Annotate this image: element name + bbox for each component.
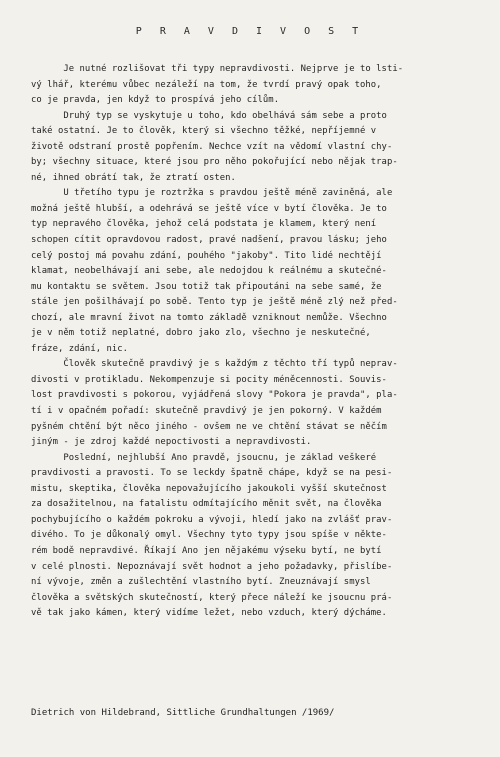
text-line: U třetího typu je roztržka s pravdou ještě méně zaviněná, ale [31,188,393,199]
text-line: je v něm totiž neplatné, dobro jako zlo, všechno je neskutečné, [31,328,371,339]
text-line: divosti v protikladu. Nekompenzuje si pocity méněcennosti. Souvis- [31,374,387,385]
text-line: možná ještě hlubší, a odehrává se ještě více v bytí člověka. Je to [31,203,387,214]
text-line: vý lhář, kterému vůbec nezáleží na tom, že tvrdí pravý opak toho, [31,79,382,90]
text-line: člověka a světských skutečností, který přece náleží ke jsoucnu prá- [31,592,393,603]
source-citation: Dietrich von Hildebrand, Sittliche Grundhaltungen /1969/ [31,708,335,718]
text-line: ní vývoje, změn a zušlechtění vlastního bytí. Zneuznávají smysl [31,577,371,588]
text-line: pochybujícího o každém pokroku a vývoji, hledí jako na zvlášť prav- [31,514,393,525]
text-line: chozí, ale mravní život na tomto základě vzniknout nemůže. Všechno [31,312,387,323]
text-line: schopen cítit opravdovou radost, pravé nadšení, pravou lásku; jeho [31,235,387,246]
text-line: jiným - je zdroj každé nepoctivosti a nepravdivosti. [31,437,312,448]
text-line: Člověk skutečně pravdivý je s každým z těchto tří typů neprav- [31,359,398,370]
text-line: v celé plnosti. Nepoznávají svět hodnot a jeho požadavky, přislíbe- [31,561,393,572]
text-line: Poslední, nejhlubší Ano pravdě, jsoucnu, je základ veškeré [31,452,377,463]
text-line: Je nutné rozlišovat tři typy nepravdivosti. Nejprve je to lsti- [31,64,404,74]
text-line: tí i v opačném pořadí: skutečně pravdivý je jen pokorný. V každém [31,406,382,417]
text-line: mu kontaktu se světem. Jsou totiž tak připoutáni na sebe samé, že [31,281,382,292]
document-body [31,62,479,622]
paragraph [31,109,479,187]
text-line: rém bodě nepravdivé. Říkají Ano jen nějakému výseku bytí, ne bytí [31,545,382,556]
text-line: za dosažitelnou, na fatalistu odmítajícího měnit svět, na člověka [31,499,382,510]
paragraph [31,186,479,357]
text-line: stále jen pošilhávají po sobě. Tento typ je ještě méně zlý než před- [31,297,398,308]
text-line: vě tak jako kámen, který vidíme ležet, nebo vzduch, který dýcháme. [31,608,387,619]
text-line: fráze, zdání, nic. [31,343,129,354]
text-line: lost pravdivosti s pokorou, vyjádřená slovy "Pokora je pravda", pla- [31,390,398,401]
text-line: co je pravda, jen když to prospívá jeho cílům. [31,95,280,106]
text-line: také ostatní. Je to člověk, který si všechno těžké, nepříjemné v [31,126,377,137]
text-line: Druhý typ se vyskytuje u toho, kdo obelhává sám sebe a proto [31,110,387,121]
text-line: celý postoj má povahu zdání, pouhého "jakoby". Tito lidé nechtějí [31,250,382,261]
text-line: mistu, skeptika, člověka nepovažujícího jakoukoli vyšší skutečnost [31,483,387,494]
text-line: klamat, neobelhávají ani sebe, ale nedojdou k reálnému a skutečné- [31,266,387,277]
paragraph [31,357,479,450]
text-line: by; všechny situace, které jsou pro něho pokořující nebo nějak trap- [31,157,398,168]
text-line: pravdivosti a pravosti. To se leckdy špatně chápe, když se na pesi- [31,468,393,479]
text-line: pyšném chtění být něco jiného - ovšem ne ve chtění stávat se něčím [31,421,387,432]
page-title: P R A V D I V O S T [135,26,365,37]
text-line: né, ihned obrátí tak, že ztratí osten. [31,172,236,183]
text-line: divého. To je důkonalý omyl. Všechny tyto typy jsou spíše v někte- [31,530,387,541]
text-line: typ nepravého člověka, jehož celá podstata je klamem, který není [31,219,377,230]
paragraph [31,62,479,109]
paragraph [31,451,479,622]
text-line: životě odstraní prostě popřením. Nechce vzít na vědomí vlastní chy- [31,141,393,152]
